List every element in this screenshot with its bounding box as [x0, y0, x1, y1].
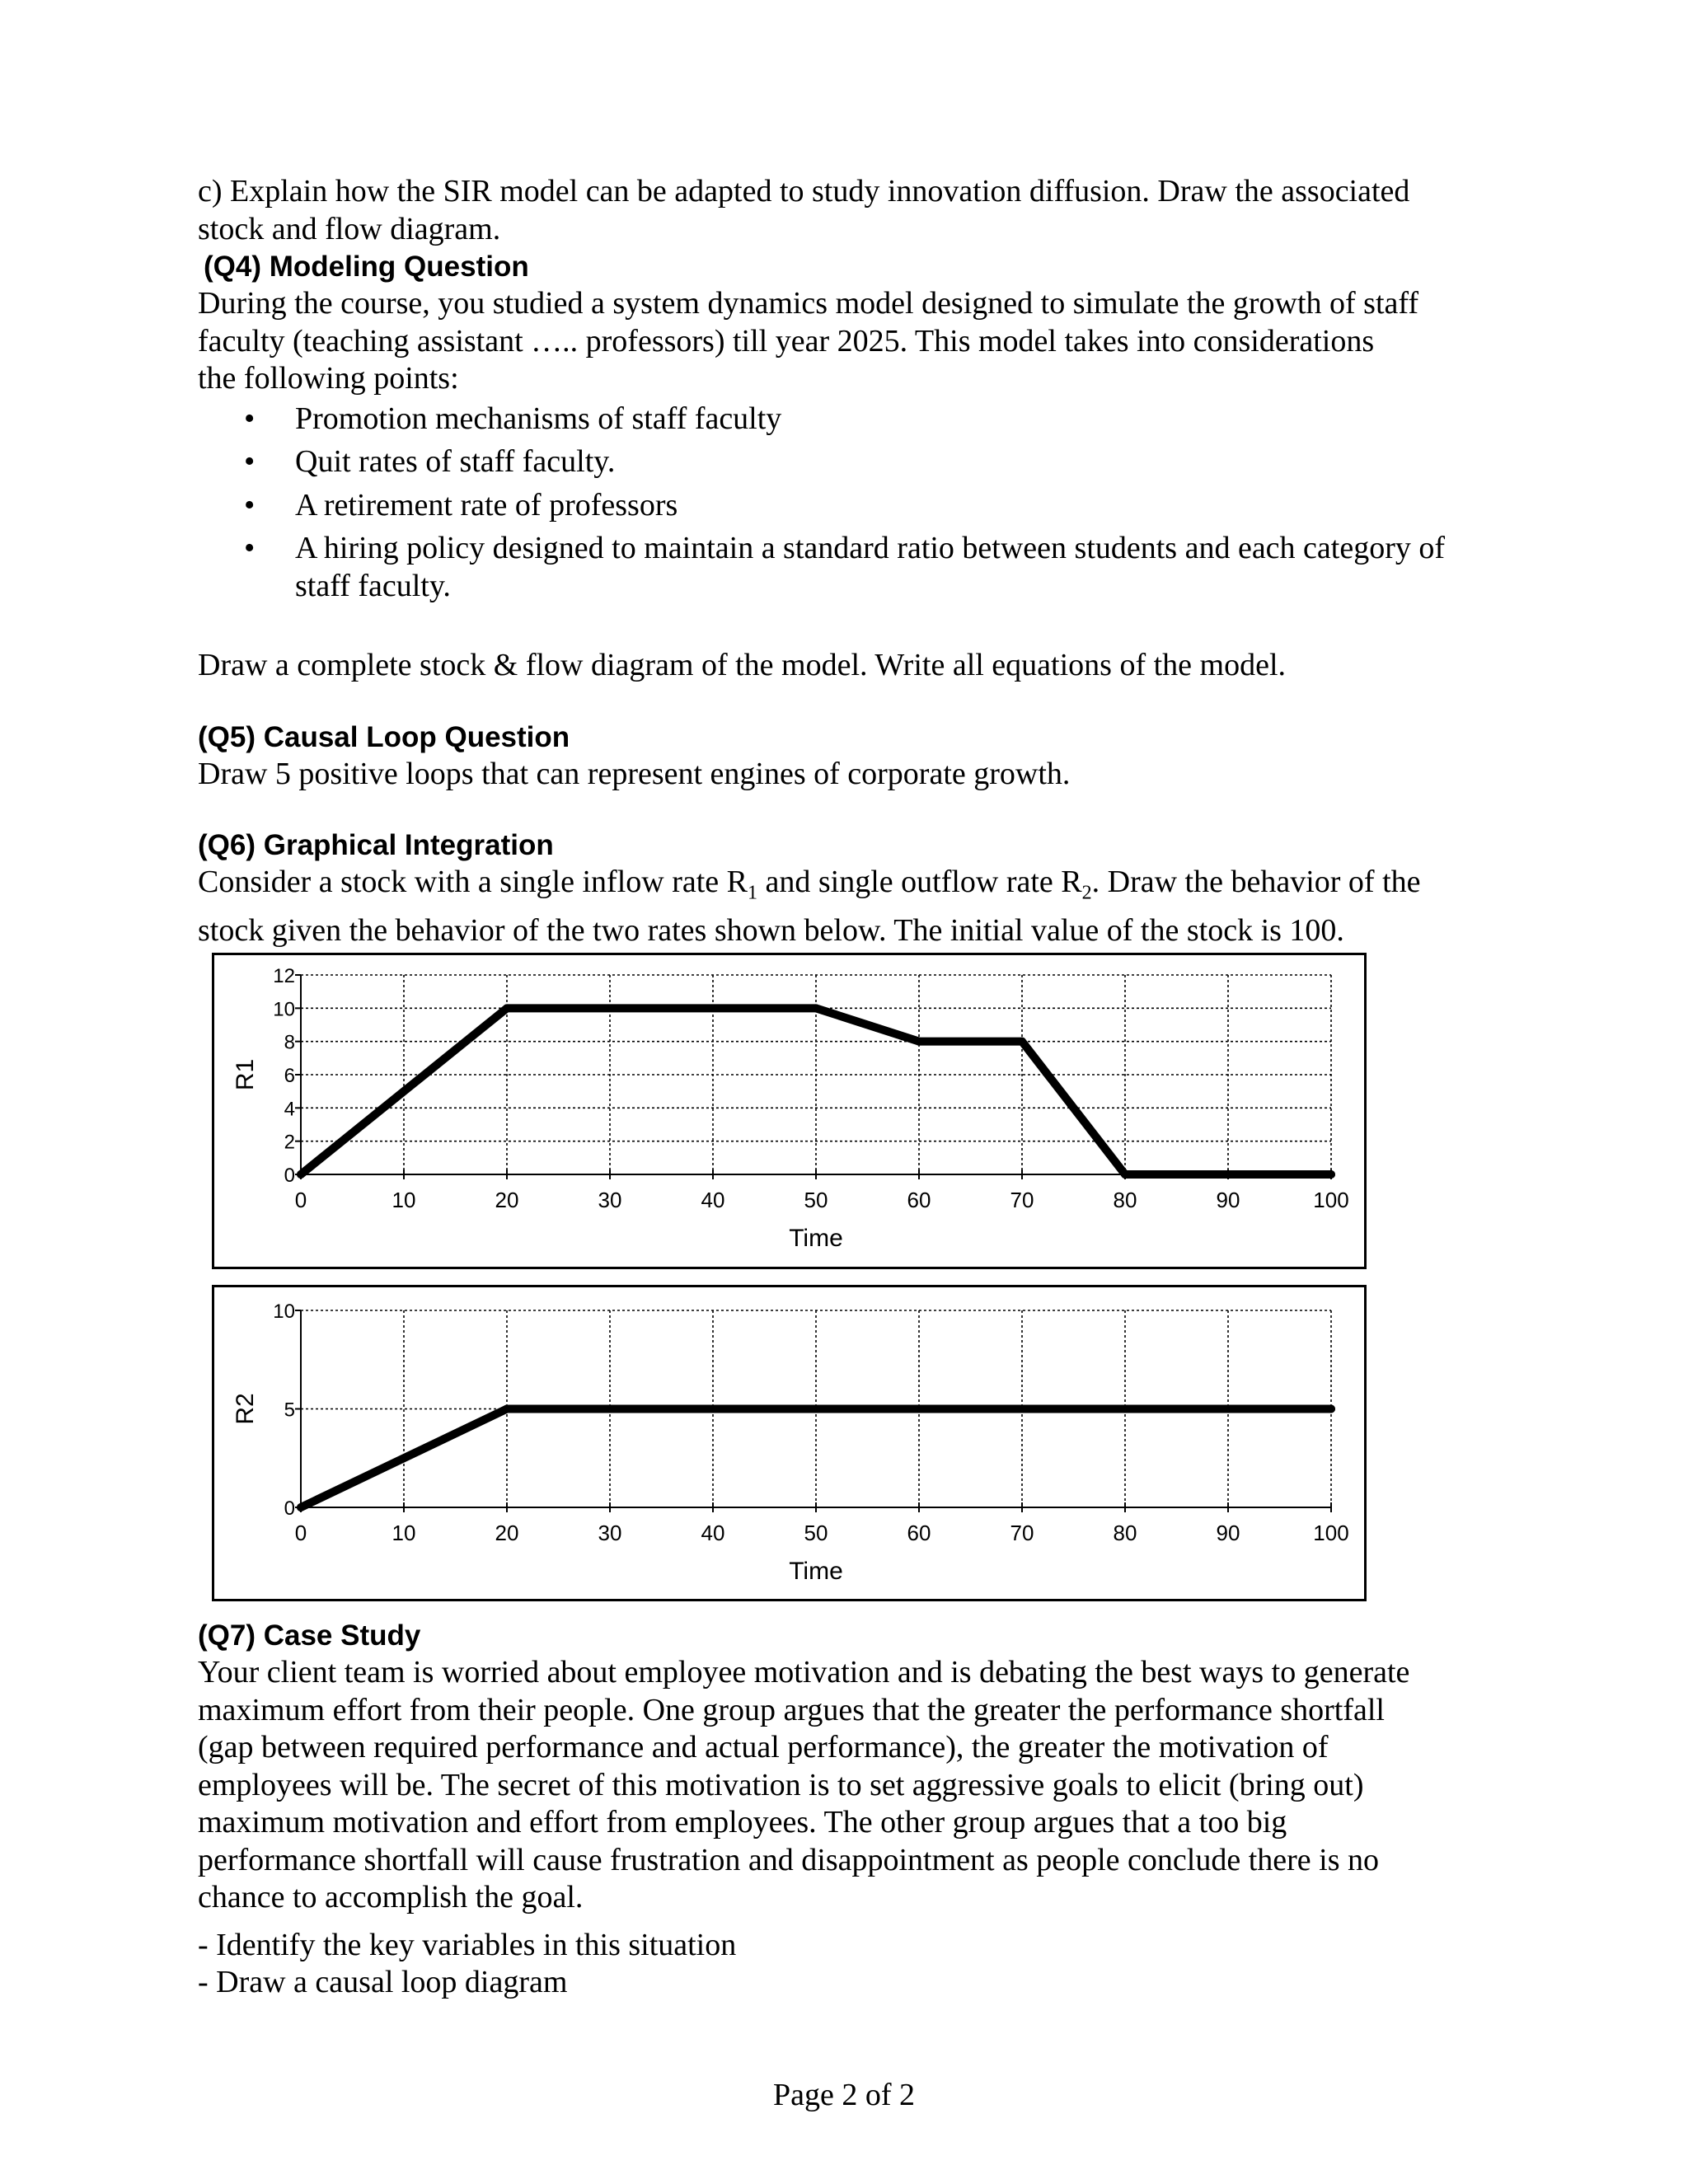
y-axis-title: R2: [232, 1393, 259, 1425]
x-tick-label: 90: [1216, 1188, 1240, 1212]
q4-heading: (Q4) Modeling Question: [204, 251, 529, 283]
x-tick-label: 0: [294, 1521, 307, 1545]
q4-intro-line3: the following points:: [198, 361, 459, 396]
bullet-icon: •: [244, 401, 256, 436]
x-tick-label: 30: [598, 1188, 622, 1212]
y-tick-label: 2: [284, 1131, 295, 1154]
q5-heading: (Q5) Causal Loop Question: [198, 720, 570, 753]
list-item: • Promotion mechanisms of staff faculty: [198, 401, 1500, 438]
data-point: [915, 1038, 923, 1046]
q7-heading: (Q7) Case Study: [198, 1619, 421, 1652]
x-tick-label: 20: [495, 1521, 519, 1545]
x-tick-label: 10: [392, 1188, 416, 1212]
y-tick-label: 10: [273, 1301, 295, 1323]
page-footer: Page 2 of 2: [772, 2078, 916, 2112]
r2-chart-frame: [212, 1285, 1367, 1601]
q4-intro-line2: faculty (teaching assistant ….. professors) till year 2025. This model takes into considerations: [198, 323, 1375, 359]
x-tick-label: 90: [1216, 1521, 1240, 1545]
x-tick-label: 100: [1313, 1521, 1349, 1545]
bullet-icon: •: [244, 531, 256, 565]
data-point: [1327, 1405, 1335, 1413]
q7-section: [198, 1617, 1500, 2002]
x-tick-label: 50: [804, 1188, 828, 1212]
data-point: [297, 1170, 305, 1179]
y-tick-label: 4: [284, 1098, 295, 1121]
series-line: [301, 1409, 1331, 1508]
q6-text-line1: Consider a stock with a single inflow rate $R_1$ and single outflow rate $R_2$. Draw the behavior of the: [198, 865, 1421, 904]
q7-task: - Draw a causal loop diagram: [198, 1965, 568, 1999]
r2-chart: [214, 1287, 1364, 1599]
x-tick-label: 50: [804, 1521, 828, 1545]
q4-intro-line1: During the course, you studied a system dynamics model designed to simulate the growth of staff: [198, 286, 1419, 321]
y-tick-label: 12: [273, 965, 295, 987]
q7-line: Your client team is worried about employee motivation and is debating the best ways to generate: [198, 1655, 1410, 1690]
x-tick-label: 80: [1113, 1521, 1137, 1545]
data-point: [1018, 1038, 1026, 1046]
list-item: • A hiring policy designed to maintain a standard ratio between students and each category of staff faculty.: [244, 531, 1446, 603]
y-tick-label: 5: [284, 1399, 295, 1422]
q7-line: (gap between required performance and actual performance), the greater the motivation of: [198, 1730, 1329, 1765]
y-axis-title: R1: [232, 1058, 259, 1091]
x-tick-label: 20: [495, 1188, 519, 1212]
y-tick-label: 8: [284, 1031, 295, 1054]
r1-chart-frame: [212, 953, 1367, 1269]
bullet-icon: •: [244, 487, 256, 523]
x-tick-label: 60: [907, 1521, 931, 1545]
list-item: • Quit rates of staff faculty.: [198, 443, 1500, 481]
data-point: [812, 1004, 820, 1012]
x-tick-label: 70: [1010, 1188, 1034, 1212]
x-tick-label: 30: [598, 1521, 622, 1545]
q7-line: employees will be. The secret of this motivation is to set aggressive goals to elicit (bring out): [198, 1767, 1364, 1802]
data-point: [503, 1004, 511, 1012]
bullet-icon: •: [244, 444, 256, 479]
r1-chart: [214, 955, 1364, 1267]
x-tick-label: 60: [907, 1188, 931, 1212]
q3c-text: c) Explain how the SIR model can be adapted to study innovation diffusion. Draw the associated stock and flow diagram.: [198, 174, 1410, 246]
x-tick-label: 80: [1113, 1188, 1137, 1212]
q7-line: maximum motivation and effort from employees. The other group argues that a too big: [198, 1805, 1287, 1840]
data-point: [1327, 1170, 1335, 1179]
q7-task: - Identify the key variables in this situation: [198, 1927, 737, 1962]
q7-line: performance shortfall will cause frustration and disappointment as people conclude there is no: [198, 1842, 1379, 1877]
data-point: [1121, 1170, 1129, 1179]
y-tick-label: 10: [273, 998, 295, 1021]
data-point: [503, 1405, 511, 1413]
y-tick-label: 0: [284, 1165, 295, 1187]
x-tick-label: 100: [1313, 1188, 1349, 1212]
q4-task: Draw a complete stock & flow diagram of the model. Write all equations of the model.: [198, 648, 1286, 682]
list-item: • A retirement rate of professors: [198, 487, 1500, 525]
exam-page: [198, 173, 1500, 950]
q4-bullet-list: [198, 401, 1500, 606]
q6-heading: (Q6) Graphical Integration: [198, 829, 554, 861]
q7-line: chance to accomplish the goal.: [198, 1880, 584, 1915]
x-tick-label: 0: [294, 1188, 307, 1212]
q6-text-line2: stock given the behavior of the two rates shown below. The initial value of the stock is 100.: [198, 913, 1344, 949]
y-tick-label: 0: [284, 1497, 295, 1520]
x-tick-label: 10: [392, 1521, 416, 1545]
y-tick-label: 6: [284, 1065, 295, 1087]
x-axis-title: Time: [789, 1225, 843, 1252]
x-axis-title: Time: [789, 1558, 843, 1585]
q5-text: Draw 5 positive loops that can represent engines of corporate growth.: [198, 756, 1071, 791]
data-point: [297, 1503, 305, 1511]
q7-line: maximum effort from their people. One group argues that the greater the performance shortfall: [198, 1692, 1385, 1727]
x-tick-label: 70: [1010, 1521, 1034, 1545]
x-tick-label: 40: [701, 1188, 725, 1212]
x-tick-label: 40: [701, 1521, 725, 1545]
